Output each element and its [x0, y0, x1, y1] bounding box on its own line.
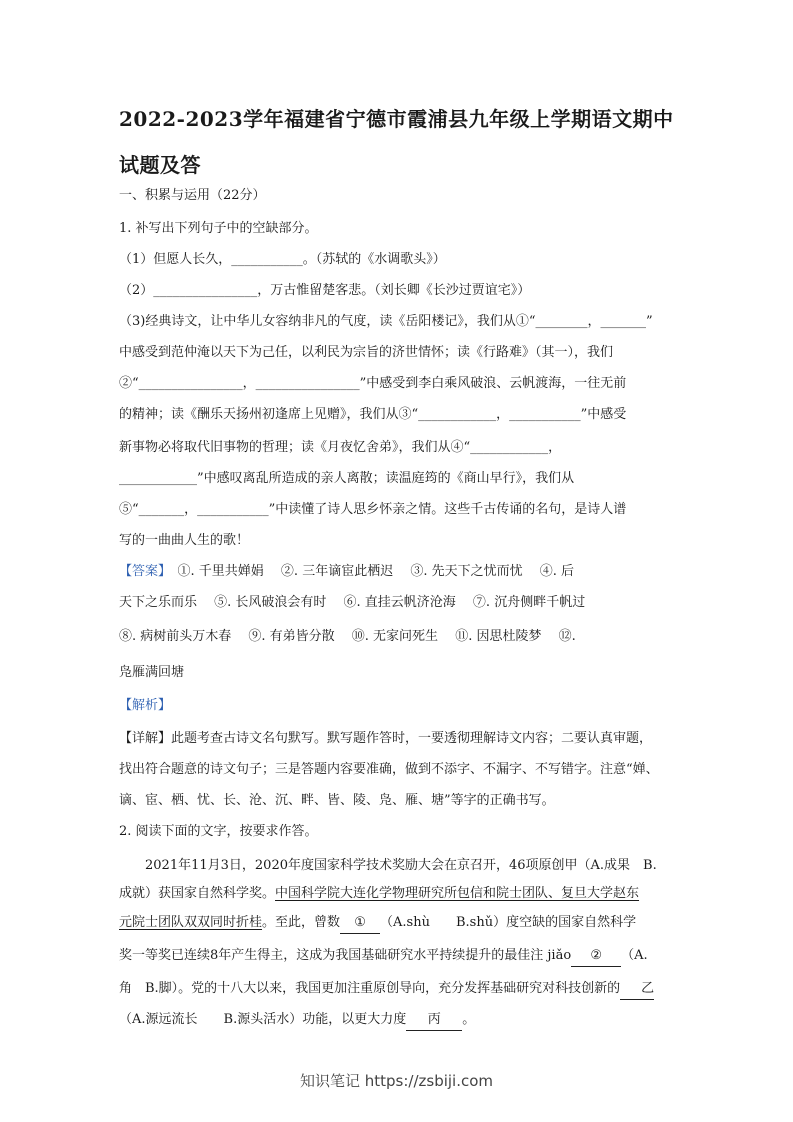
text-line: 写的一曲曲人生的歌！: [119, 533, 250, 548]
footer-watermark: 知识笔记 https://zsbiji.com: [299, 1072, 494, 1090]
passage-line: 奖一等奖已连续8年产生得主，这成为我国基础研究水平持续提升的最佳注 jiǎo ② （A.: [119, 946, 679, 967]
question-2-prompt: 2. 阅读下面的文字，按要求作答。: [119, 824, 318, 839]
passage-line: （A.源远流长 B.源头活水）功能，以更大力度 丙 。: [119, 1010, 679, 1031]
answer-line: 天下之乐而乐 ⑤. 长风破浪会有时 ⑥. 直挂云帆济沧海 ⑦. 沉舟侧畔千帆过: [119, 595, 586, 610]
question-1-prompt: 1. 补写出下列句子中的空缺部分。: [119, 221, 318, 236]
text-line: （2）________________，万古惟留楚客悲。（刘长卿《长沙过贾谊宅》）: [119, 283, 531, 298]
detail-line: 谪、宦、栖、忧、长、沧、沉、畔、皆、陵、凫、雁、塘”等字的正确书写。: [119, 793, 555, 808]
text-line: （1）但愿人长久，___________。（苏轼的《水调歌头》）: [119, 252, 446, 267]
blank-2: ②: [571, 946, 621, 967]
detail-line: [119, 729, 679, 749]
text-line: ⑤“_______，___________”中读懂了诗人思乡怀亲之情。这些千古传诵的名句，是诗人谱: [119, 502, 627, 517]
underlined-sentence-end: 元院士团队双双同时折桂: [119, 915, 263, 930]
section-heading: 一、积累与运用（22分）: [119, 188, 266, 203]
blank-3: 乙: [620, 979, 654, 1000]
text-line: ____________”中感叹离乱所造成的亲人离散；读温庭筠的《商山早行》，我们从: [119, 471, 575, 486]
text-line: ②“________________，________________”中感受到李白乘风破浪、云帆渡海，一往无前: [119, 376, 627, 391]
underlined-sentence: 中国科学院大连化学物理研究所包信和院士团队、复旦大学赵东: [275, 886, 640, 901]
answer-label: 【答案】: [119, 564, 165, 579]
text-line: 中感受到范仲淹以天下为己任，以利民为宗旨的济世情怀；读《行路难》（其一），我们: [119, 345, 614, 360]
analysis-label: 【解析】: [119, 698, 172, 713]
passage-line: 2021年11月3日，2020年度国家科学技术奖励大会在京召开，46项原创甲（A.成果 B.: [119, 858, 657, 873]
blank-4: 丙: [406, 1010, 462, 1031]
passage-line: 元院士团队双双同时折桂。至此，曾数 ① （A.shù B.shǔ）度空缺的国家自然科学: [119, 913, 679, 934]
text-line: （3)经典诗文，让中华儿女容纳非凡的气度，读《岳阳楼记》，我们从①“________，_______”: [119, 314, 653, 329]
title-line-1: 2022-2023学年福建省宁德市霞浦县九年级上学期语文期中: [119, 107, 674, 131]
text-line: 新事物必将取代旧事物的哲理；读《月夜忆舍弟》，我们从④“____________，: [119, 440, 562, 455]
passage-line: 角 B.脚）。党的十八大以来，我国更加注重原创导向，充分发挥基础研究对科技创新的 乙: [119, 979, 679, 1000]
text-line: 的精神；读《酬乐天扬州初逢席上见赠》，我们从③“____________，___________”中感受: [119, 407, 627, 422]
answer-text: ①. 千里共婵娟 ②. 三年谪宦此栖迟 ③. 先天下之忧而忧 ④. 后: [177, 564, 574, 579]
passage-line: 成就）获国家自然科学奖。中国科学院大连化学物理研究所包信和院士团队、复旦大学赵东: [119, 886, 640, 901]
detail-line: 找出符合题意的诗文句子；三是答题内容要准确，做到不添字、不漏字、不写错字。注意“婵、: [119, 762, 659, 777]
detail-text: 此题考查古诗文名句默写。默写题作答时，一要透彻理解诗文内容；二要认真审题，: [171, 731, 653, 746]
blank-1: ①: [340, 913, 380, 934]
answer-line: ⑧. 病树前头万木春 ⑨. 有弟皆分散 ⑩. 无家问死生 ⑪. 因思杜陵梦 ⑫.: [119, 629, 576, 644]
answer-line: [119, 562, 679, 582]
detail-label: 【详解】: [119, 731, 172, 746]
answer-line: 凫雁满回塘: [119, 665, 185, 680]
title-line-2: 试题及答: [119, 153, 201, 177]
page-title: [119, 96, 679, 188]
